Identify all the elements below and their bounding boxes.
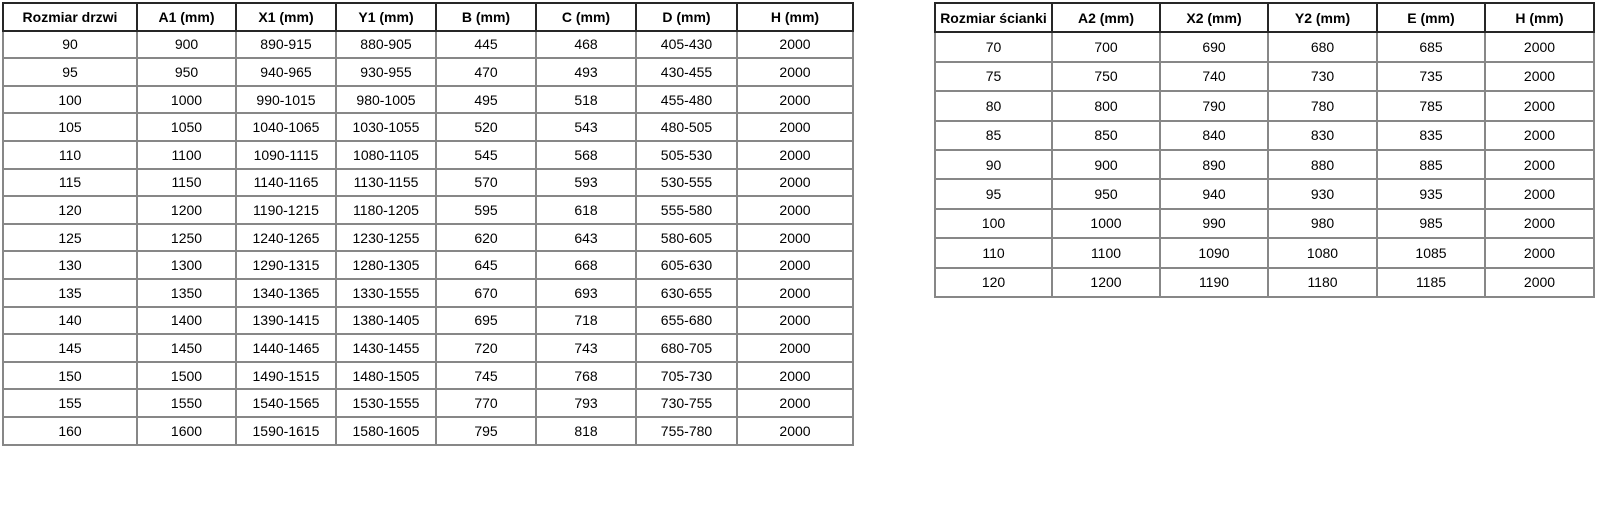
wall-table-header-row [935, 3, 1594, 32]
table-row [3, 141, 853, 169]
table-cell: 518 [536, 86, 636, 114]
table-cell: 2000 [737, 417, 853, 445]
table-row [3, 196, 853, 224]
table-cell: 655-680 [636, 307, 737, 335]
table-cell: 2000 [737, 334, 853, 362]
column-header: D (mm) [636, 3, 737, 31]
table-cell: 70 [935, 32, 1052, 61]
column-header: Y1 (mm) [336, 3, 436, 31]
table-cell: 940 [1160, 179, 1268, 208]
table-cell: 1140-1165 [236, 169, 336, 197]
table-cell: 543 [536, 113, 636, 141]
table-cell: 840 [1160, 121, 1268, 150]
table-cell: 95 [935, 179, 1052, 208]
table-cell: 2000 [737, 279, 853, 307]
table-cell: 700 [1052, 32, 1160, 61]
table-cell: 618 [536, 196, 636, 224]
table-cell: 730 [1268, 62, 1377, 91]
table-cell: 690 [1160, 32, 1268, 61]
door-table-header-row [3, 3, 853, 31]
table-cell: 545 [436, 141, 536, 169]
table-row [935, 268, 1594, 297]
table-row [935, 150, 1594, 179]
table-cell: 2000 [737, 31, 853, 59]
table-cell: 2000 [1485, 179, 1594, 208]
table-row [935, 32, 1594, 61]
table-cell: 1050 [137, 113, 236, 141]
table-cell: 750 [1052, 62, 1160, 91]
table-row [3, 169, 853, 197]
table-cell: 880-905 [336, 31, 436, 59]
table-row [935, 121, 1594, 150]
table-cell: 1085 [1377, 238, 1485, 267]
door-sizes-table [2, 2, 854, 446]
table-cell: 130 [3, 251, 137, 279]
table-cell: 990-1015 [236, 86, 336, 114]
table-cell: 935 [1377, 179, 1485, 208]
table-cell: 830 [1268, 121, 1377, 150]
table-cell: 100 [3, 86, 137, 114]
table-cell: 950 [1052, 179, 1160, 208]
table-cell: 160 [3, 417, 137, 445]
table-cell: 2000 [737, 113, 853, 141]
table-cell: 2000 [1485, 32, 1594, 61]
table-row [3, 86, 853, 114]
table-cell: 120 [3, 196, 137, 224]
table-cell: 1000 [1052, 209, 1160, 238]
table-cell: 950 [137, 58, 236, 86]
table-row [3, 417, 853, 445]
table-cell: 85 [935, 121, 1052, 150]
table-row [3, 334, 853, 362]
table-cell: 1580-1605 [336, 417, 436, 445]
table-cell: 1480-1505 [336, 362, 436, 390]
table-cell: 980-1005 [336, 86, 436, 114]
table-cell: 95 [3, 58, 137, 86]
table-cell: 900 [1052, 150, 1160, 179]
column-header: A1 (mm) [137, 3, 236, 31]
table-cell: 900 [137, 31, 236, 59]
table-cell: 835 [1377, 121, 1485, 150]
table-cell: 2000 [737, 251, 853, 279]
table-cell: 645 [436, 251, 536, 279]
table-cell: 480-505 [636, 113, 737, 141]
table-cell: 580-605 [636, 224, 737, 252]
table-cell: 1230-1255 [336, 224, 436, 252]
table-cell: 1190 [1160, 268, 1268, 297]
table-row [3, 389, 853, 417]
table-cell: 718 [536, 307, 636, 335]
table-cell: 1030-1055 [336, 113, 436, 141]
table-cell: 685 [1377, 32, 1485, 61]
table-cell: 455-480 [636, 86, 737, 114]
table-cell: 793 [536, 389, 636, 417]
table-cell: 110 [3, 141, 137, 169]
table-cell: 1390-1415 [236, 307, 336, 335]
table-cell: 720 [436, 334, 536, 362]
table-cell: 605-630 [636, 251, 737, 279]
table-cell: 1130-1155 [336, 169, 436, 197]
table-cell: 505-530 [636, 141, 737, 169]
table-cell: 1200 [137, 196, 236, 224]
table-row [3, 279, 853, 307]
column-header: H (mm) [737, 3, 853, 31]
table-row [935, 62, 1594, 91]
table-cell: 2000 [737, 169, 853, 197]
table-cell: 1450 [137, 334, 236, 362]
column-header: B (mm) [436, 3, 536, 31]
table-row [935, 91, 1594, 120]
table-cell: 785 [1377, 91, 1485, 120]
table-cell: 890-915 [236, 31, 336, 59]
table-cell: 568 [536, 141, 636, 169]
table-cell: 1090 [1160, 238, 1268, 267]
table-cell: 1185 [1377, 268, 1485, 297]
table-cell: 743 [536, 334, 636, 362]
column-header: Rozmiar ścianki [935, 3, 1052, 32]
table-cell: 120 [935, 268, 1052, 297]
table-cell: 468 [536, 31, 636, 59]
table-cell: 1080-1105 [336, 141, 436, 169]
table-cell: 790 [1160, 91, 1268, 120]
table-row [3, 224, 853, 252]
table-cell: 730-755 [636, 389, 737, 417]
table-cell: 1100 [1052, 238, 1160, 267]
table-cell: 1430-1455 [336, 334, 436, 362]
table-cell: 1190-1215 [236, 196, 336, 224]
table-cell: 800 [1052, 91, 1160, 120]
table-cell: 145 [3, 334, 137, 362]
table-cell: 680-705 [636, 334, 737, 362]
table-cell: 90 [935, 150, 1052, 179]
column-header: E (mm) [1377, 3, 1485, 32]
table-cell: 1280-1305 [336, 251, 436, 279]
table-cell: 2000 [737, 141, 853, 169]
table-cell: 735 [1377, 62, 1485, 91]
table-cell: 630-655 [636, 279, 737, 307]
table-cell: 430-455 [636, 58, 737, 86]
column-header: C (mm) [536, 3, 636, 31]
table-cell: 493 [536, 58, 636, 86]
table-cell: 668 [536, 251, 636, 279]
table-cell: 105 [3, 113, 137, 141]
table-cell: 2000 [1485, 150, 1594, 179]
table-cell: 940-965 [236, 58, 336, 86]
table-cell: 985 [1377, 209, 1485, 238]
table-cell: 520 [436, 113, 536, 141]
table-cell: 115 [3, 169, 137, 197]
table-cell: 140 [3, 307, 137, 335]
table-cell: 2000 [1485, 62, 1594, 91]
table-cell: 885 [1377, 150, 1485, 179]
table-cell: 1250 [137, 224, 236, 252]
table-cell: 75 [935, 62, 1052, 91]
table-cell: 593 [536, 169, 636, 197]
column-header: X1 (mm) [236, 3, 336, 31]
table-cell: 990 [1160, 209, 1268, 238]
table-cell: 100 [935, 209, 1052, 238]
table-cell: 1090-1115 [236, 141, 336, 169]
table-cell: 2000 [737, 362, 853, 390]
table-cell: 643 [536, 224, 636, 252]
table-cell: 1490-1515 [236, 362, 336, 390]
table-cell: 770 [436, 389, 536, 417]
table-cell: 2000 [1485, 238, 1594, 267]
table-cell: 595 [436, 196, 536, 224]
table-cell: 1040-1065 [236, 113, 336, 141]
table-cell: 1550 [137, 389, 236, 417]
column-header: Y2 (mm) [1268, 3, 1377, 32]
table-cell: 1180-1205 [336, 196, 436, 224]
table-cell: 2000 [737, 86, 853, 114]
table-cell: 125 [3, 224, 137, 252]
table-cell: 930-955 [336, 58, 436, 86]
table-cell: 405-430 [636, 31, 737, 59]
table-cell: 818 [536, 417, 636, 445]
table-cell: 850 [1052, 121, 1160, 150]
table-cell: 2000 [737, 58, 853, 86]
table-cell: 155 [3, 389, 137, 417]
wall-sizes-table [934, 2, 1595, 298]
table-cell: 1080 [1268, 238, 1377, 267]
table-cell: 745 [436, 362, 536, 390]
table-cell: 768 [536, 362, 636, 390]
table-cell: 1600 [137, 417, 236, 445]
table-cell: 1350 [137, 279, 236, 307]
table-cell: 780 [1268, 91, 1377, 120]
table-cell: 1500 [137, 362, 236, 390]
table-cell: 90 [3, 31, 137, 59]
table-cell: 495 [436, 86, 536, 114]
table-cell: 80 [935, 91, 1052, 120]
table-cell: 2000 [1485, 209, 1594, 238]
table-cell: 980 [1268, 209, 1377, 238]
table-cell: 795 [436, 417, 536, 445]
table-row [935, 209, 1594, 238]
table-cell: 2000 [737, 307, 853, 335]
table-cell: 670 [436, 279, 536, 307]
table-cell: 1290-1315 [236, 251, 336, 279]
table-row [935, 179, 1594, 208]
table-cell: 1000 [137, 86, 236, 114]
table-row [935, 238, 1594, 267]
table-cell: 1240-1265 [236, 224, 336, 252]
table-cell: 1530-1555 [336, 389, 436, 417]
table-row [3, 113, 853, 141]
table-cell: 2000 [1485, 91, 1594, 120]
table-cell: 570 [436, 169, 536, 197]
table-cell: 2000 [737, 196, 853, 224]
table-cell: 740 [1160, 62, 1268, 91]
table-cell: 693 [536, 279, 636, 307]
table-cell: 150 [3, 362, 137, 390]
table-cell: 930 [1268, 179, 1377, 208]
table-cell: 110 [935, 238, 1052, 267]
table-row [3, 31, 853, 59]
table-cell: 1150 [137, 169, 236, 197]
table-cell: 680 [1268, 32, 1377, 61]
table-cell: 1440-1465 [236, 334, 336, 362]
table-row [3, 58, 853, 86]
column-header: A2 (mm) [1052, 3, 1160, 32]
table-row [3, 362, 853, 390]
table-cell: 620 [436, 224, 536, 252]
table-cell: 695 [436, 307, 536, 335]
table-cell: 135 [3, 279, 137, 307]
table-cell: 1300 [137, 251, 236, 279]
table-cell: 2000 [1485, 121, 1594, 150]
table-cell: 445 [436, 31, 536, 59]
table-cell: 1590-1615 [236, 417, 336, 445]
table-cell: 555-580 [636, 196, 737, 224]
column-header: X2 (mm) [1160, 3, 1268, 32]
table-cell: 1540-1565 [236, 389, 336, 417]
table-cell: 1180 [1268, 268, 1377, 297]
column-header: Rozmiar drzwi [3, 3, 137, 31]
table-cell: 530-555 [636, 169, 737, 197]
table-cell: 1100 [137, 141, 236, 169]
table-cell: 1380-1405 [336, 307, 436, 335]
table-cell: 1330-1555 [336, 279, 436, 307]
table-cell: 470 [436, 58, 536, 86]
table-cell: 705-730 [636, 362, 737, 390]
table-cell: 1400 [137, 307, 236, 335]
table-cell: 2000 [1485, 268, 1594, 297]
table-row [3, 307, 853, 335]
table-cell: 1200 [1052, 268, 1160, 297]
table-cell: 2000 [737, 389, 853, 417]
table-cell: 890 [1160, 150, 1268, 179]
table-cell: 2000 [737, 224, 853, 252]
table-cell: 1340-1365 [236, 279, 336, 307]
table-cell: 755-780 [636, 417, 737, 445]
column-header: H (mm) [1485, 3, 1594, 32]
table-row [3, 251, 853, 279]
table-cell: 880 [1268, 150, 1377, 179]
